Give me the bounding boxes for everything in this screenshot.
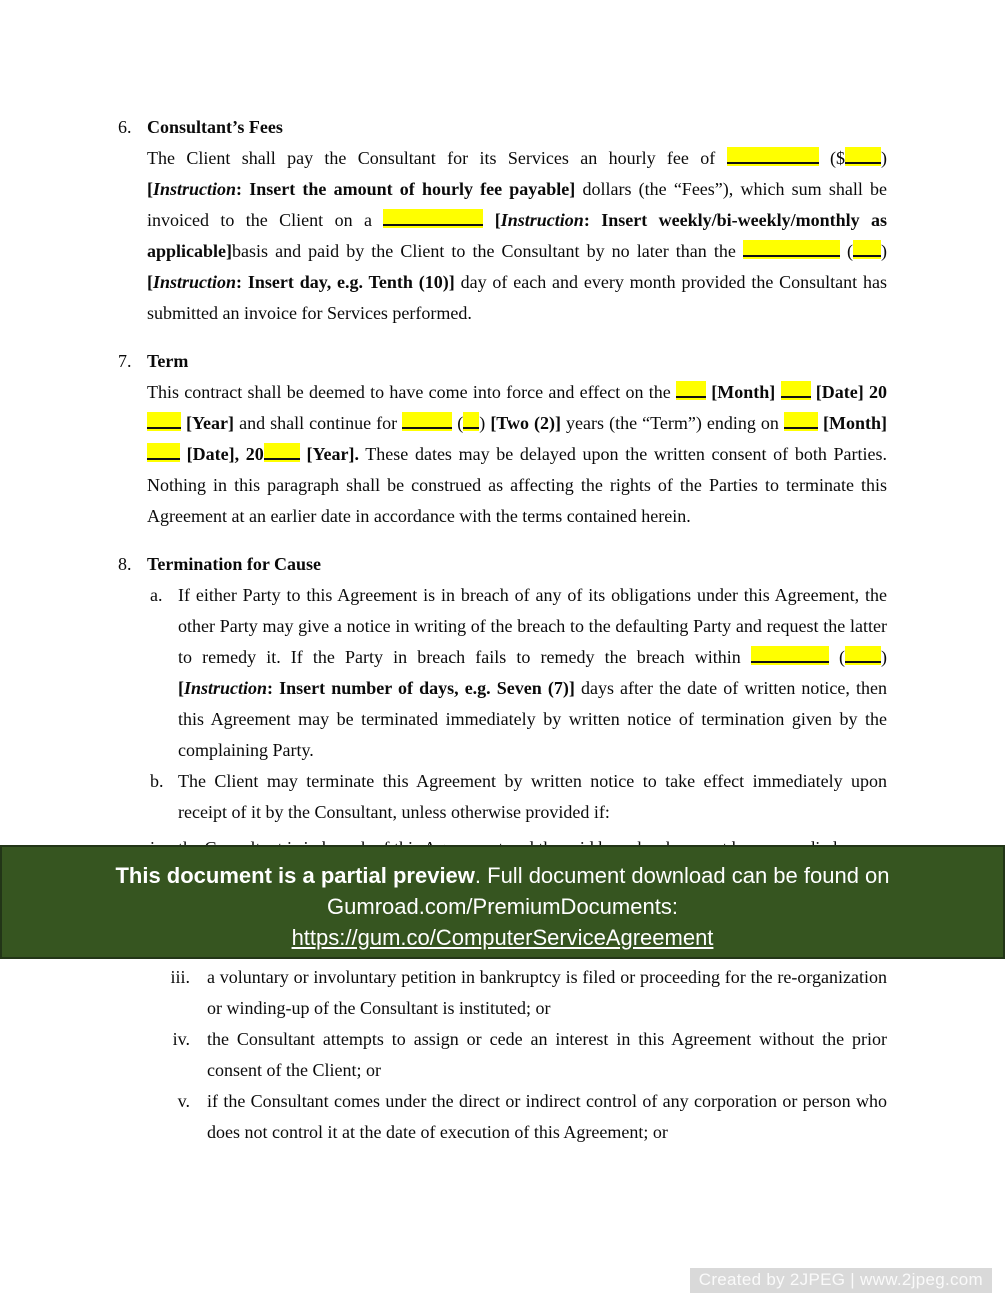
banner-line-1 — [2, 860, 1003, 891]
clause-item-a — [150, 580, 887, 766]
subclause-item-iv — [148, 1024, 887, 1086]
text-run: [ — [178, 678, 184, 698]
fill-in-blank — [402, 412, 452, 429]
fill-in-blank — [845, 147, 881, 164]
text-run: days after the date of written notice, then this Agreement may be terminated immediately by written notice of termination given by the complaining Party. — [178, 678, 887, 760]
subclause-label: iii. — [170, 967, 190, 987]
text-run: [Date], 20 — [186, 444, 264, 464]
text-run: basis and paid by the Client to the Consultant by no later than the — [232, 241, 743, 261]
text-run: : Insert day, e.g. Tenth (10)] — [236, 272, 455, 292]
text-run: : Insert weekly/bi-weekly/monthly as applicable] — [147, 210, 887, 261]
section-paragraph — [147, 377, 887, 532]
text-run: ($ — [818, 148, 845, 168]
text-run: [ — [147, 272, 153, 292]
text-run: [Month] — [711, 382, 776, 402]
section-termination-for-cause — [118, 549, 887, 828]
text-run: and shall continue for — [234, 413, 403, 433]
text-run: ) — [881, 647, 887, 667]
fill-in-blank — [676, 381, 706, 398]
banner-bold-text: This document is a partial preview — [115, 863, 475, 888]
text-run: The Client may terminate this Agreement by written notice to take effect immediately upon receipt of it by the Consultant, unless otherwise provided if: — [178, 771, 887, 822]
section-number: 7. — [118, 351, 132, 371]
banner-text: . Full document download can be found on — [474, 863, 890, 888]
text-run: Instruction — [500, 210, 584, 230]
fill-in-blank — [784, 412, 818, 429]
clause-item-b — [150, 766, 887, 828]
text-run: ) — [881, 241, 888, 261]
text-run: These dates may be delayed upon the written consent of both Parties. Nothing in this paragraph shall be construed as affecting the rights of the Parties to terminate this Agreement at an earlier date in accordance with the terms contained herein. — [147, 444, 887, 526]
banner-line-2: Gumroad.com/PremiumDocuments: — [327, 894, 678, 919]
text-run: 20 — [869, 382, 888, 402]
section-term — [118, 346, 887, 532]
text-run: : Insert the amount of hourly fee payable] — [236, 179, 576, 199]
fill-in-blank — [845, 646, 881, 663]
subclause-text: a voluntary or involuntary petition in bankruptcy is filed or proceeding for the re-organization or winding-up of the Consultant is instituted; or — [207, 967, 887, 1018]
text-run: [Month] — [823, 413, 887, 433]
section-number: 8. — [118, 554, 132, 574]
text-run: Instruction — [184, 678, 268, 698]
text-run: ) — [881, 148, 887, 168]
section-consultants-fees — [118, 112, 887, 329]
text-run: years (the “Term”) ending on — [561, 413, 784, 433]
text-run: [Date] — [815, 382, 864, 402]
text-run: This contract shall be deemed to have come into force and effect on the — [147, 382, 676, 402]
section-heading — [118, 549, 887, 580]
subclause-list — [148, 962, 887, 1148]
subclause-text: if the Consultant comes under the direct or indirect control of any corporation or person who does not control it at the date of execution of this Agreement; or — [207, 1091, 887, 1142]
fill-in-blank — [781, 381, 811, 398]
preview-banner — [0, 845, 1005, 959]
fill-in-blank — [463, 412, 479, 429]
text-run: ( — [828, 647, 845, 667]
text-run: day of each and every month provided the Consultant has submitted an invoice for Services performed. — [147, 272, 888, 323]
section-number: 6. — [118, 117, 132, 137]
text-run: ( — [839, 241, 854, 261]
clause-paragraph — [178, 766, 887, 828]
clause-label: b. — [150, 771, 164, 791]
text-run: [ — [147, 179, 153, 199]
subclause-label: v. — [177, 1091, 190, 1111]
text-run: dollars (the “Fees”), which sum shall be invoiced to the Client on a — [147, 179, 887, 230]
banner-download-link[interactable]: https://gum.co/ComputerServiceAgreement — [291, 925, 714, 950]
text-run: Instruction — [153, 272, 237, 292]
clause-label: a. — [150, 585, 163, 605]
subclause-item-v — [148, 1086, 887, 1148]
text-run: If either Party to this Agreement is in breach of any of its obligations under this Agreement, the other Party may give a notice in writing of the breach to the defaulting Party and request the latter to remedy it. If the Party in breach fails to remedy the breach within — [178, 585, 887, 667]
text-run — [180, 444, 187, 464]
subclause-text: the Consultant attempts to assign or cede an interest in this Agreement without the prior consent of the Client; or — [207, 1029, 887, 1080]
clause-paragraph — [178, 580, 887, 766]
text-run: ( — [452, 413, 464, 433]
text-run: [Two (2)] — [490, 413, 562, 433]
fill-in-blank — [853, 240, 881, 257]
text-run: : Insert number of days, e.g. Seven (7)] — [267, 678, 575, 698]
subclause-item-iii — [148, 962, 887, 1024]
section-heading — [118, 346, 887, 377]
text-run: The Client shall pay the Consultant for its Services an hourly fee of — [147, 148, 727, 168]
creator-watermark: Created by 2JPEG | www.2jpeg.com — [690, 1268, 992, 1293]
section-paragraph — [147, 143, 887, 329]
fill-in-blank — [264, 443, 300, 460]
subclause-label: iv. — [172, 1029, 190, 1049]
fill-in-blank — [727, 147, 819, 164]
text-run: [Year] — [186, 413, 235, 433]
text-run: [Year]. — [306, 444, 359, 464]
text-run: Instruction — [153, 179, 237, 199]
fill-in-blank — [743, 240, 840, 257]
section-heading — [118, 112, 887, 143]
section-title: Consultant’s Fees — [147, 117, 283, 137]
section-title: Term — [147, 351, 189, 371]
banner-line-3 — [2, 922, 1003, 953]
fill-in-blank — [147, 443, 180, 460]
text-run: [ — [494, 210, 501, 230]
text-run: ) — [479, 413, 491, 433]
section-title: Termination for Cause — [147, 554, 322, 574]
fill-in-blank — [383, 209, 483, 226]
fill-in-blank — [147, 412, 181, 429]
text-run — [483, 210, 494, 230]
fill-in-blank — [751, 646, 829, 663]
